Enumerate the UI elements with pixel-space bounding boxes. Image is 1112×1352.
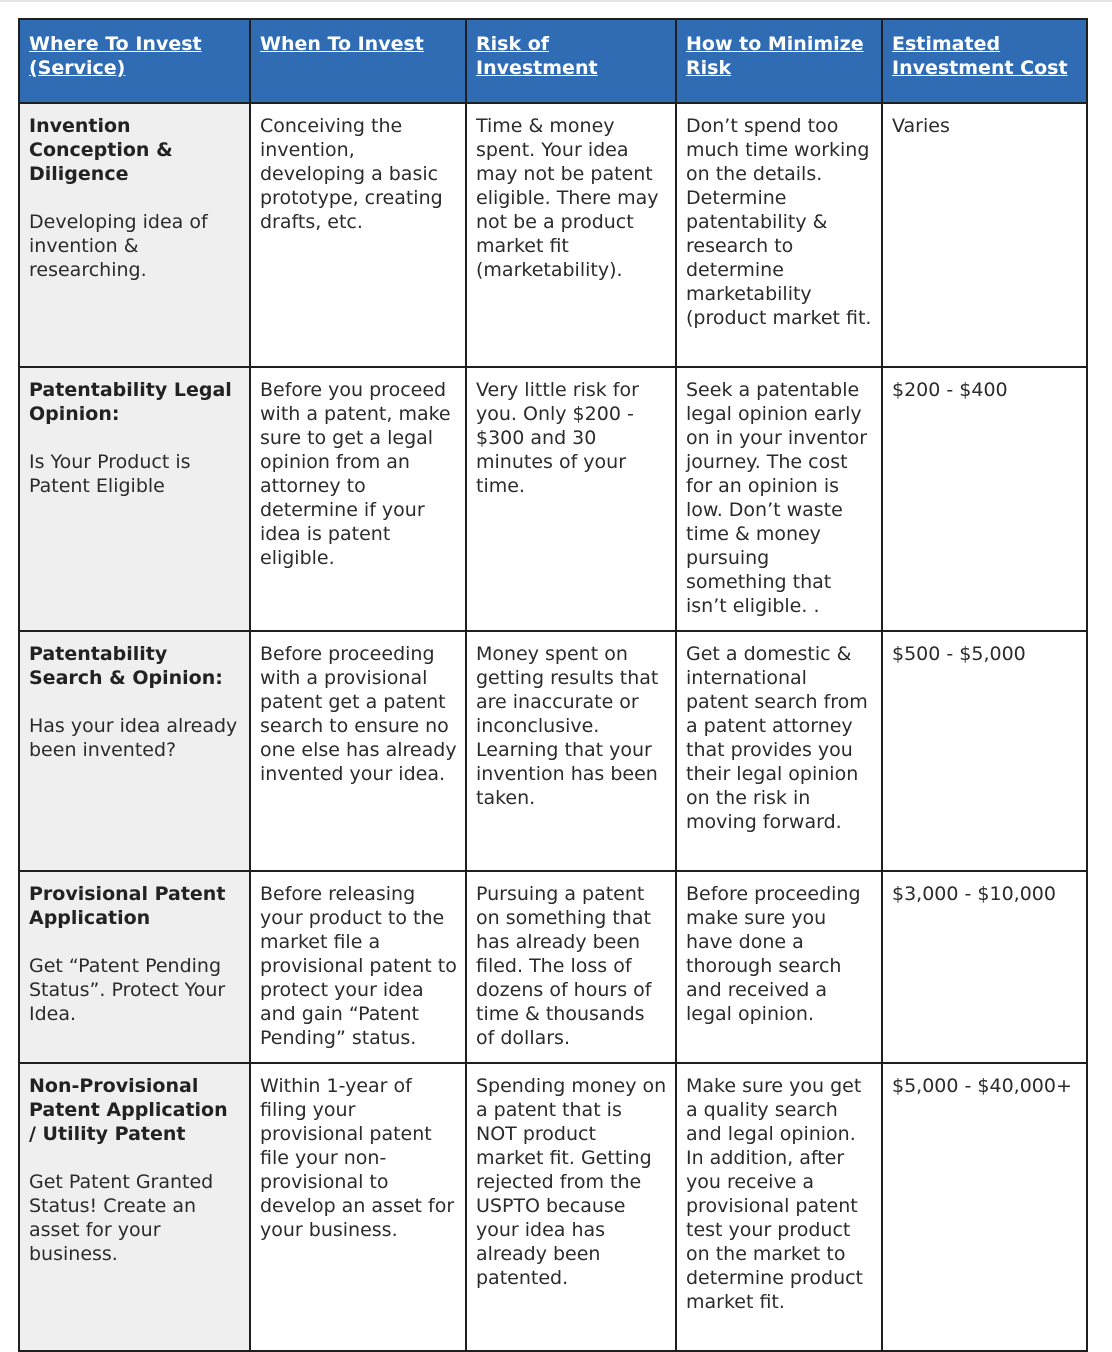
service-title: Invention Conception & Diligence (29, 115, 173, 185)
service-cell (19, 1063, 250, 1351)
header-how-to-minimize-risk[interactable]: How to Minimize Risk (676, 19, 882, 103)
cost-cell: $5,000 - $40,000+ (882, 1063, 1087, 1351)
header-risk-of-investment[interactable]: Risk of Investment (466, 19, 676, 103)
table-row (19, 1063, 1087, 1351)
when-cell: Before releasing your product to the market file a provisional patent to protect your idea and gain “Patent Pending” status. (250, 871, 466, 1063)
service-description: Has your idea already been invented? (29, 715, 238, 761)
service-description: Developing idea of invention & researching. (29, 211, 208, 281)
header-estimated-cost[interactable]: Estimated Investment Cost (882, 19, 1087, 103)
minimize-cell: Get a domestic & international patent search from a patent attorney that provides you their legal opinion on the risk in moving forward. (676, 631, 882, 871)
table-row (19, 631, 1087, 871)
service-cell (19, 871, 250, 1063)
service-title: Provisional Patent Application (29, 883, 226, 929)
cost-cell: $500 - $5,000 (882, 631, 1087, 871)
header-row (19, 19, 1087, 103)
service-cell (19, 103, 250, 367)
service-description: Get Patent Granted Status! Create an asset for your business. (29, 1171, 214, 1265)
risk-cell: Pursuing a patent on something that has already been filed. The loss of dozens of hours of time & thousands of dollars. (466, 871, 676, 1063)
investment-table (18, 18, 1088, 1352)
cost-cell: $200 - $400 (882, 367, 1087, 631)
top-divider (0, 0, 1112, 2)
when-cell: Before you proceed with a patent, make sure to get a legal opinion from an attorney to determine if your idea is patent eligible. (250, 367, 466, 631)
when-cell: Before proceeding with a provisional patent get a patent search to ensure no one else has already invented your idea. (250, 631, 466, 871)
minimize-cell: Before proceeding make sure you have done a thorough search and received a legal opinion. (676, 871, 882, 1063)
service-cell (19, 367, 250, 631)
service-cell (19, 631, 250, 871)
header-where-to-invest[interactable]: Where To Invest (Service) (19, 19, 250, 103)
table-row (19, 871, 1087, 1063)
table-row (19, 367, 1087, 631)
risk-cell: Very little risk for you. Only $200 - $300 and 30 minutes of your time. (466, 367, 676, 631)
header-when-to-invest[interactable]: When To Invest (250, 19, 466, 103)
risk-cell: Money spent on getting results that are inaccurate or inconclusive. Learning that your invention has been taken. (466, 631, 676, 871)
cost-cell: $3,000 - $10,000 (882, 871, 1087, 1063)
minimize-cell: Make sure you get a quality search and legal opinion. In addition, after you receive a provisional patent test your product on the market to determine product market fit. (676, 1063, 882, 1351)
service-description: Get “Patent Pending Status”. Protect Your Idea. (29, 955, 226, 1025)
minimize-cell: Don’t spend too much time working on the details. Determine patentability & research to determine marketability (product market fit. (676, 103, 882, 367)
risk-cell: Time & money spent. Your idea may not be patent eligible. There may not be a product market fit (marketability). (466, 103, 676, 367)
service-description: Is Your Product is Patent Eligible (29, 451, 191, 497)
service-title: Non-Provisional Patent Application / Utility Patent (29, 1075, 228, 1145)
cost-cell: Varies (882, 103, 1087, 367)
when-cell: Within 1-year of filing your provisional patent file your non-provisional to develop an asset for your business. (250, 1063, 466, 1351)
service-title: Patentability Legal Opinion: (29, 379, 232, 425)
minimize-cell: Seek a patentable legal opinion early on in your inventor journey. The cost for an opinion is low. Don’t waste time & money pursuing something that isn’t eligible. . (676, 367, 882, 631)
when-cell: Conceiving the invention, developing a basic prototype, creating drafts, etc. (250, 103, 466, 367)
table-row (19, 103, 1087, 367)
service-title: Patentability Search & Opinion: (29, 643, 223, 689)
risk-cell: Spending money on a patent that is NOT product market fit. Getting rejected from the USPTO because your idea has already been patented. (466, 1063, 676, 1351)
